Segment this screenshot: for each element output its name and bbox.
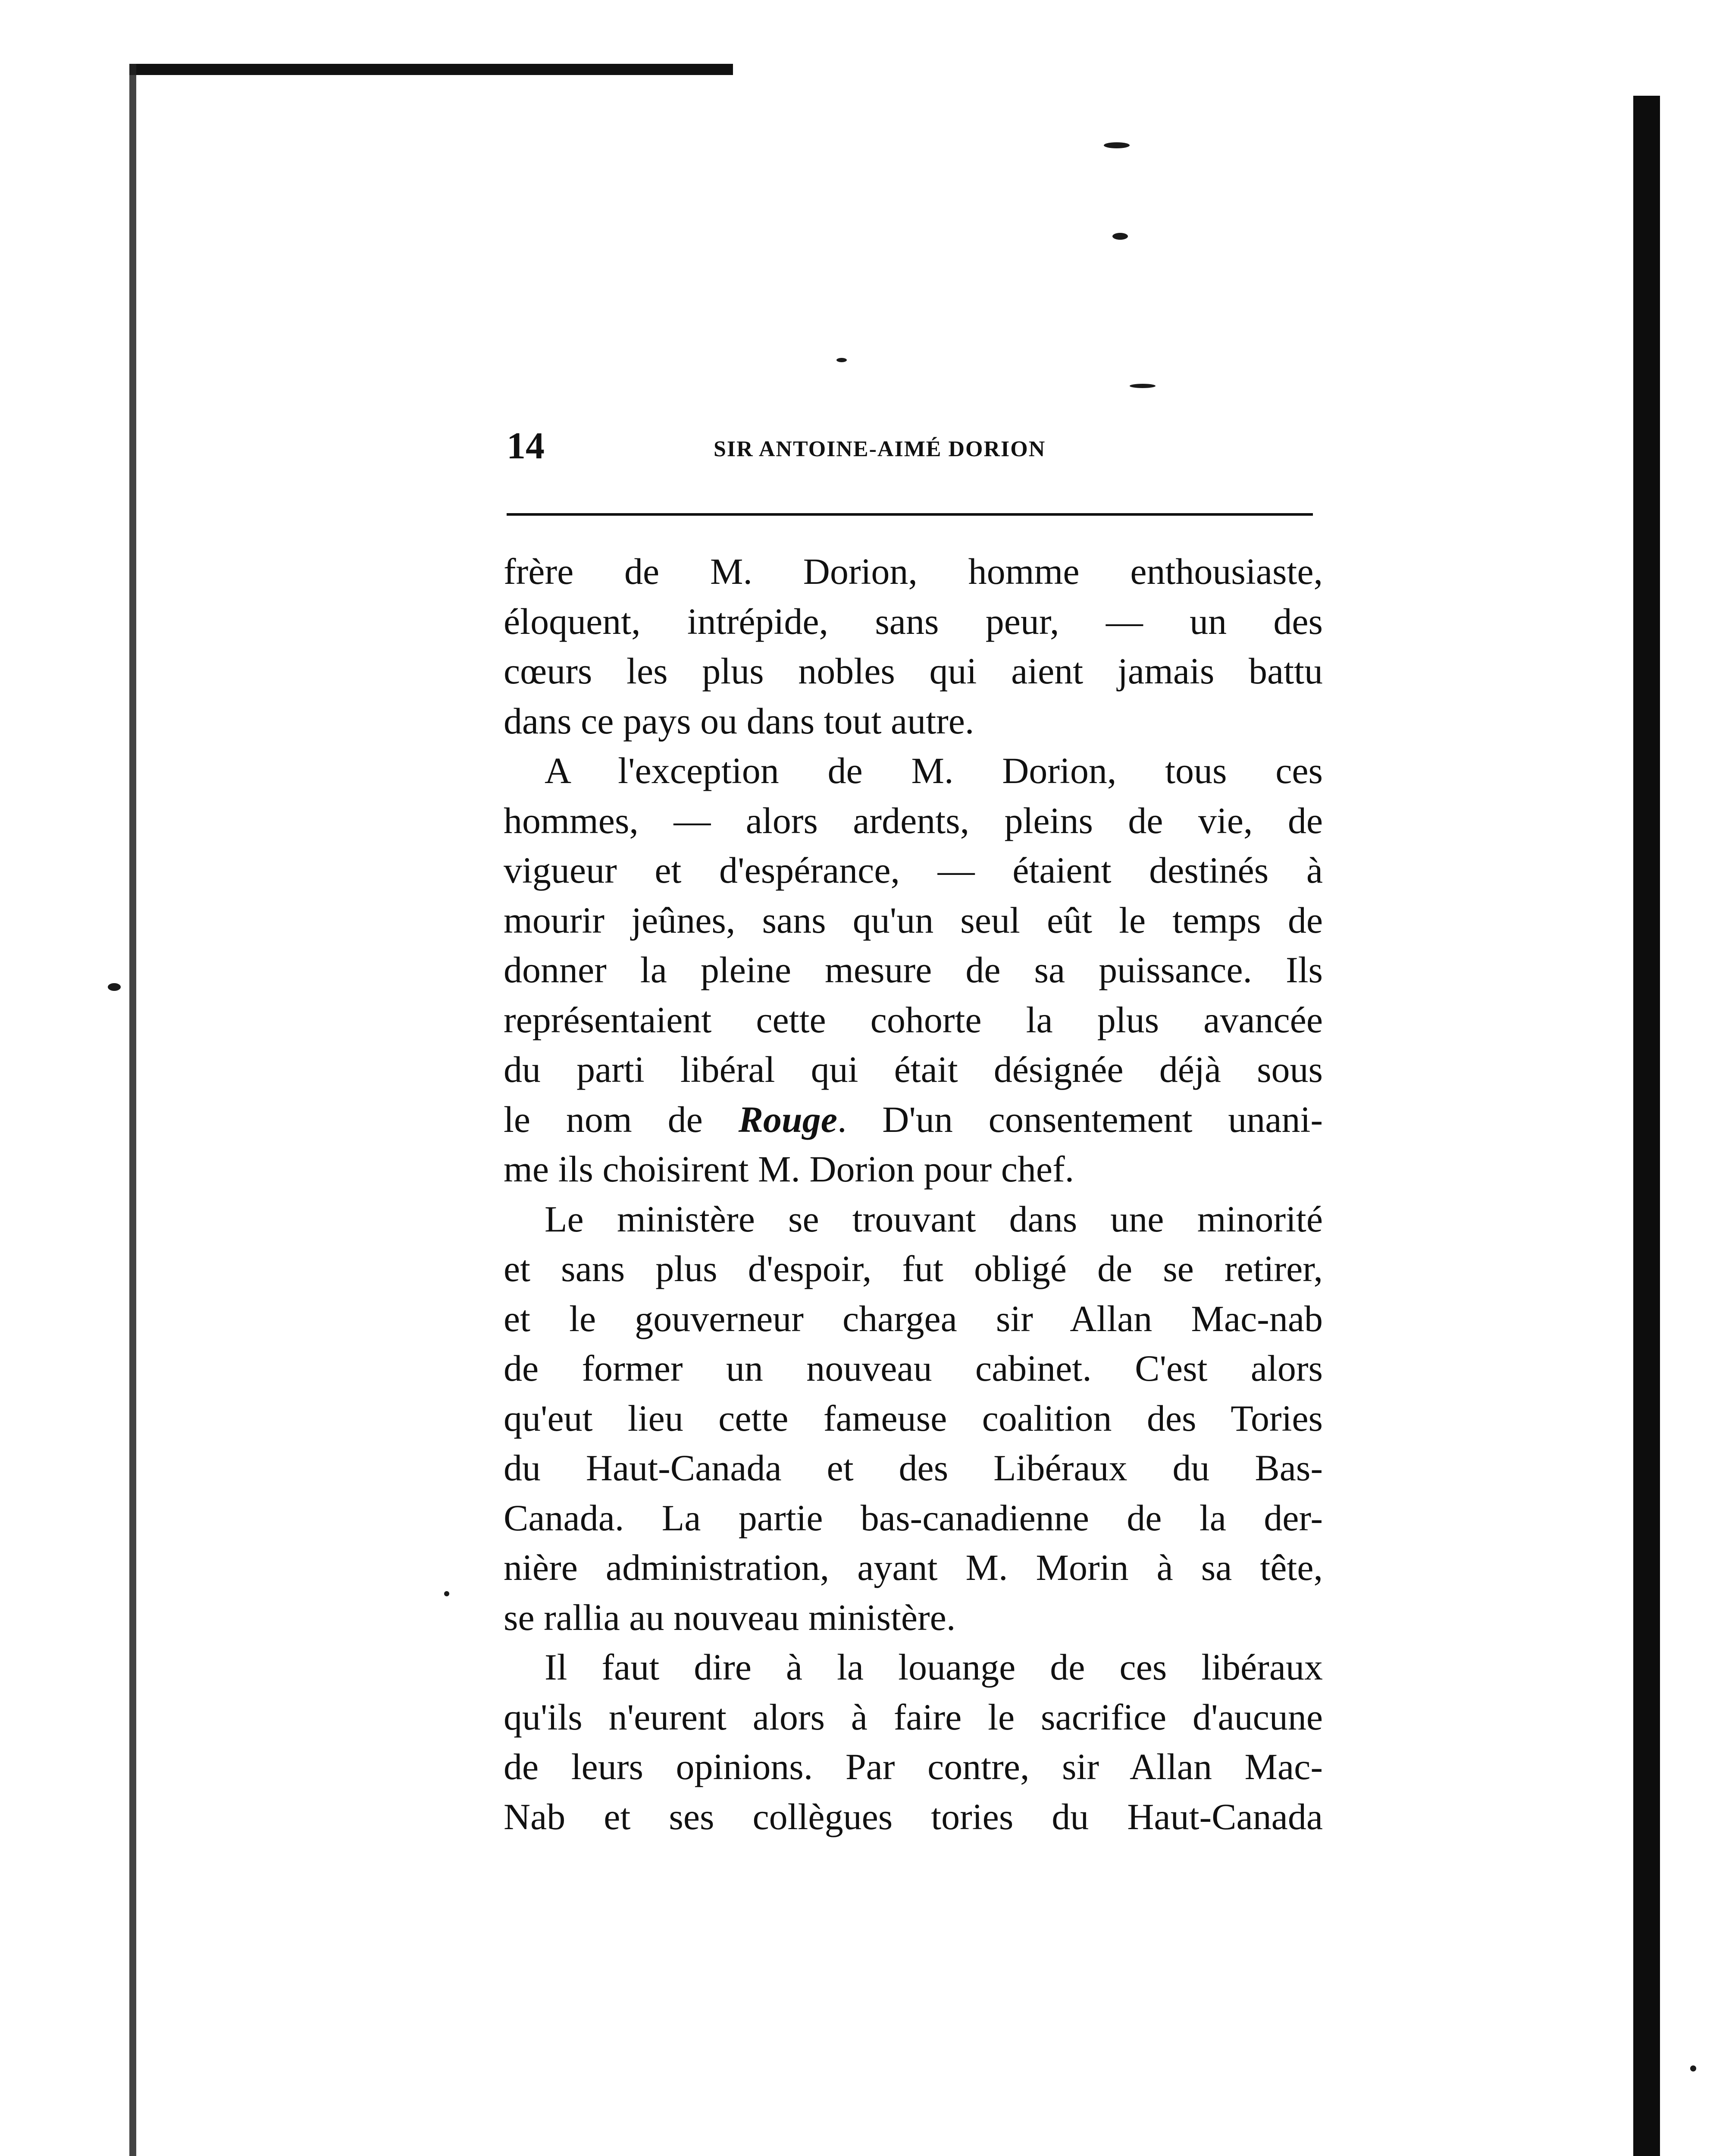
- text-line: mourir jeûnes, sans qu'un seul eût le temps de: [504, 899, 1323, 941]
- text-line: Le ministère se trouvant dans une minorité: [545, 1198, 1323, 1240]
- text-line: cœurs les plus nobles qui aient jamais battu: [504, 650, 1323, 692]
- italic-term: Rouge: [738, 1098, 837, 1140]
- text-line: se rallia au nouveau ministère.: [504, 1596, 956, 1638]
- text-line: éloquent, intrépide, sans peur, — un des: [504, 600, 1323, 642]
- scan-speck: [1112, 233, 1128, 240]
- text-line: nière administration, ayant M. Morin à sa tête,: [504, 1547, 1323, 1588]
- text-line: Il faut dire à la louange de ces libéraux: [545, 1646, 1323, 1688]
- text-line: vigueur et d'espérance, — étaient destinés à: [504, 849, 1323, 891]
- paragraph: [504, 746, 1323, 1194]
- scan-speck: [444, 1591, 449, 1596]
- text-line: donner la pleine mesure de sa puissance. Ils: [504, 949, 1323, 990]
- header-rule: [507, 513, 1313, 516]
- text-line: A l'exception de M. Dorion, tous ces: [545, 750, 1323, 791]
- text-line: qu'eut lieu cette fameuse coalition des Tories: [504, 1397, 1323, 1439]
- body-text: [504, 547, 1323, 1842]
- text-line: du Haut-Canada et des Libéraux du Bas-: [504, 1447, 1323, 1489]
- running-head: SIR ANTOINE-AIMÉ DORION: [714, 437, 1046, 461]
- text-line: de leurs opinions. Par contre, sir Allan Mac-: [504, 1746, 1323, 1787]
- scan-speck: [1104, 142, 1130, 148]
- scan-speck: [836, 358, 847, 362]
- page-header: [507, 425, 1313, 472]
- text-line: et sans plus d'espoir, fut obligé de se retirer,: [504, 1248, 1323, 1289]
- scan-speck: [1690, 2065, 1696, 2071]
- scan-edge-left: [129, 64, 136, 2156]
- page-number: 14: [507, 425, 545, 467]
- text-line: représentaient cette cohorte la plus avancée: [504, 999, 1323, 1040]
- paragraph: [504, 547, 1323, 746]
- text-line: et le gouverneur chargea sir Allan Mac-nab: [504, 1297, 1323, 1339]
- text-line: Canada. La partie bas-canadienne de la der-: [504, 1497, 1323, 1539]
- text-line: qu'ils n'eurent alors à faire le sacrifice d'aucune: [504, 1696, 1323, 1738]
- text-line: hommes, — alors ardents, pleins de vie, de: [504, 799, 1323, 841]
- scan-edge-right: [1633, 96, 1660, 2156]
- text-line: dans ce pays ou dans tout autre.: [504, 700, 974, 742]
- paragraph: [504, 1194, 1323, 1643]
- scan-speck: [1130, 384, 1156, 388]
- text-line: Nab et ses collègues tories du Haut-Canada: [504, 1796, 1323, 1837]
- scan-edge-top: [129, 64, 733, 75]
- text-line: frère de M. Dorion, homme enthousiaste,: [504, 551, 1323, 592]
- scan-speck: [108, 983, 121, 991]
- paragraph: [504, 1642, 1323, 1842]
- text-line: de former un nouveau cabinet. C'est alors: [504, 1348, 1323, 1389]
- text-line: le nom de Rouge. D'un consentement unani-: [504, 1098, 1323, 1140]
- text-line: du parti libéral qui était désignée déjà sous: [504, 1049, 1323, 1090]
- text-line: me ils choisirent M. Dorion pour chef.: [504, 1148, 1074, 1190]
